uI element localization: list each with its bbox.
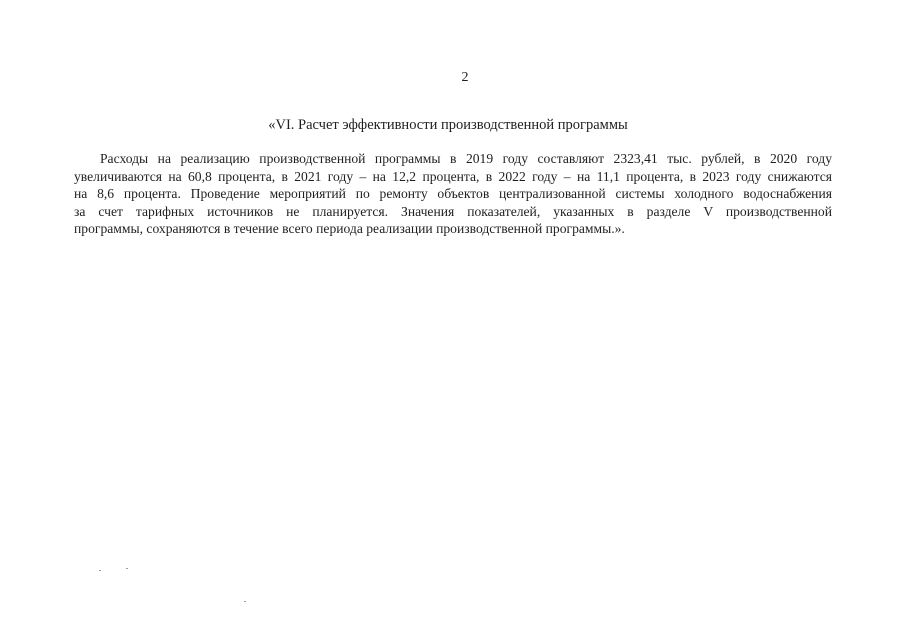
page-number: 2 bbox=[461, 70, 469, 85]
body-paragraph bbox=[74, 150, 832, 238]
paragraph-line: увеличиваются на 60,8 процента, в 2021 году – на 12,2 процента, в 2022 году – на 11,1 процента, в 2023 году снижаются bbox=[74, 168, 832, 184]
paragraph-line: Расходы на реализацию производственной программы в 2019 году составляют 2323,41 тыс. рублей, в 2020 году bbox=[100, 151, 832, 166]
scan-speck bbox=[126, 568, 128, 569]
scan-speck bbox=[99, 570, 101, 571]
section-title: «VI. Расчет эффективности производственной программы bbox=[268, 117, 628, 133]
paragraph-line: за счет тарифных источников не планируется. Значения показателей, указанных в разделе V производственной bbox=[74, 203, 832, 219]
scan-speck bbox=[244, 601, 246, 602]
paragraph-line: программы, сохраняются в течение всего периода реализации производственной программы.». bbox=[74, 221, 625, 237]
paragraph-line: на 8,6 процента. Проведение мероприятий по ремонту объектов централизованной системы холодного водоснабжения bbox=[74, 186, 832, 202]
